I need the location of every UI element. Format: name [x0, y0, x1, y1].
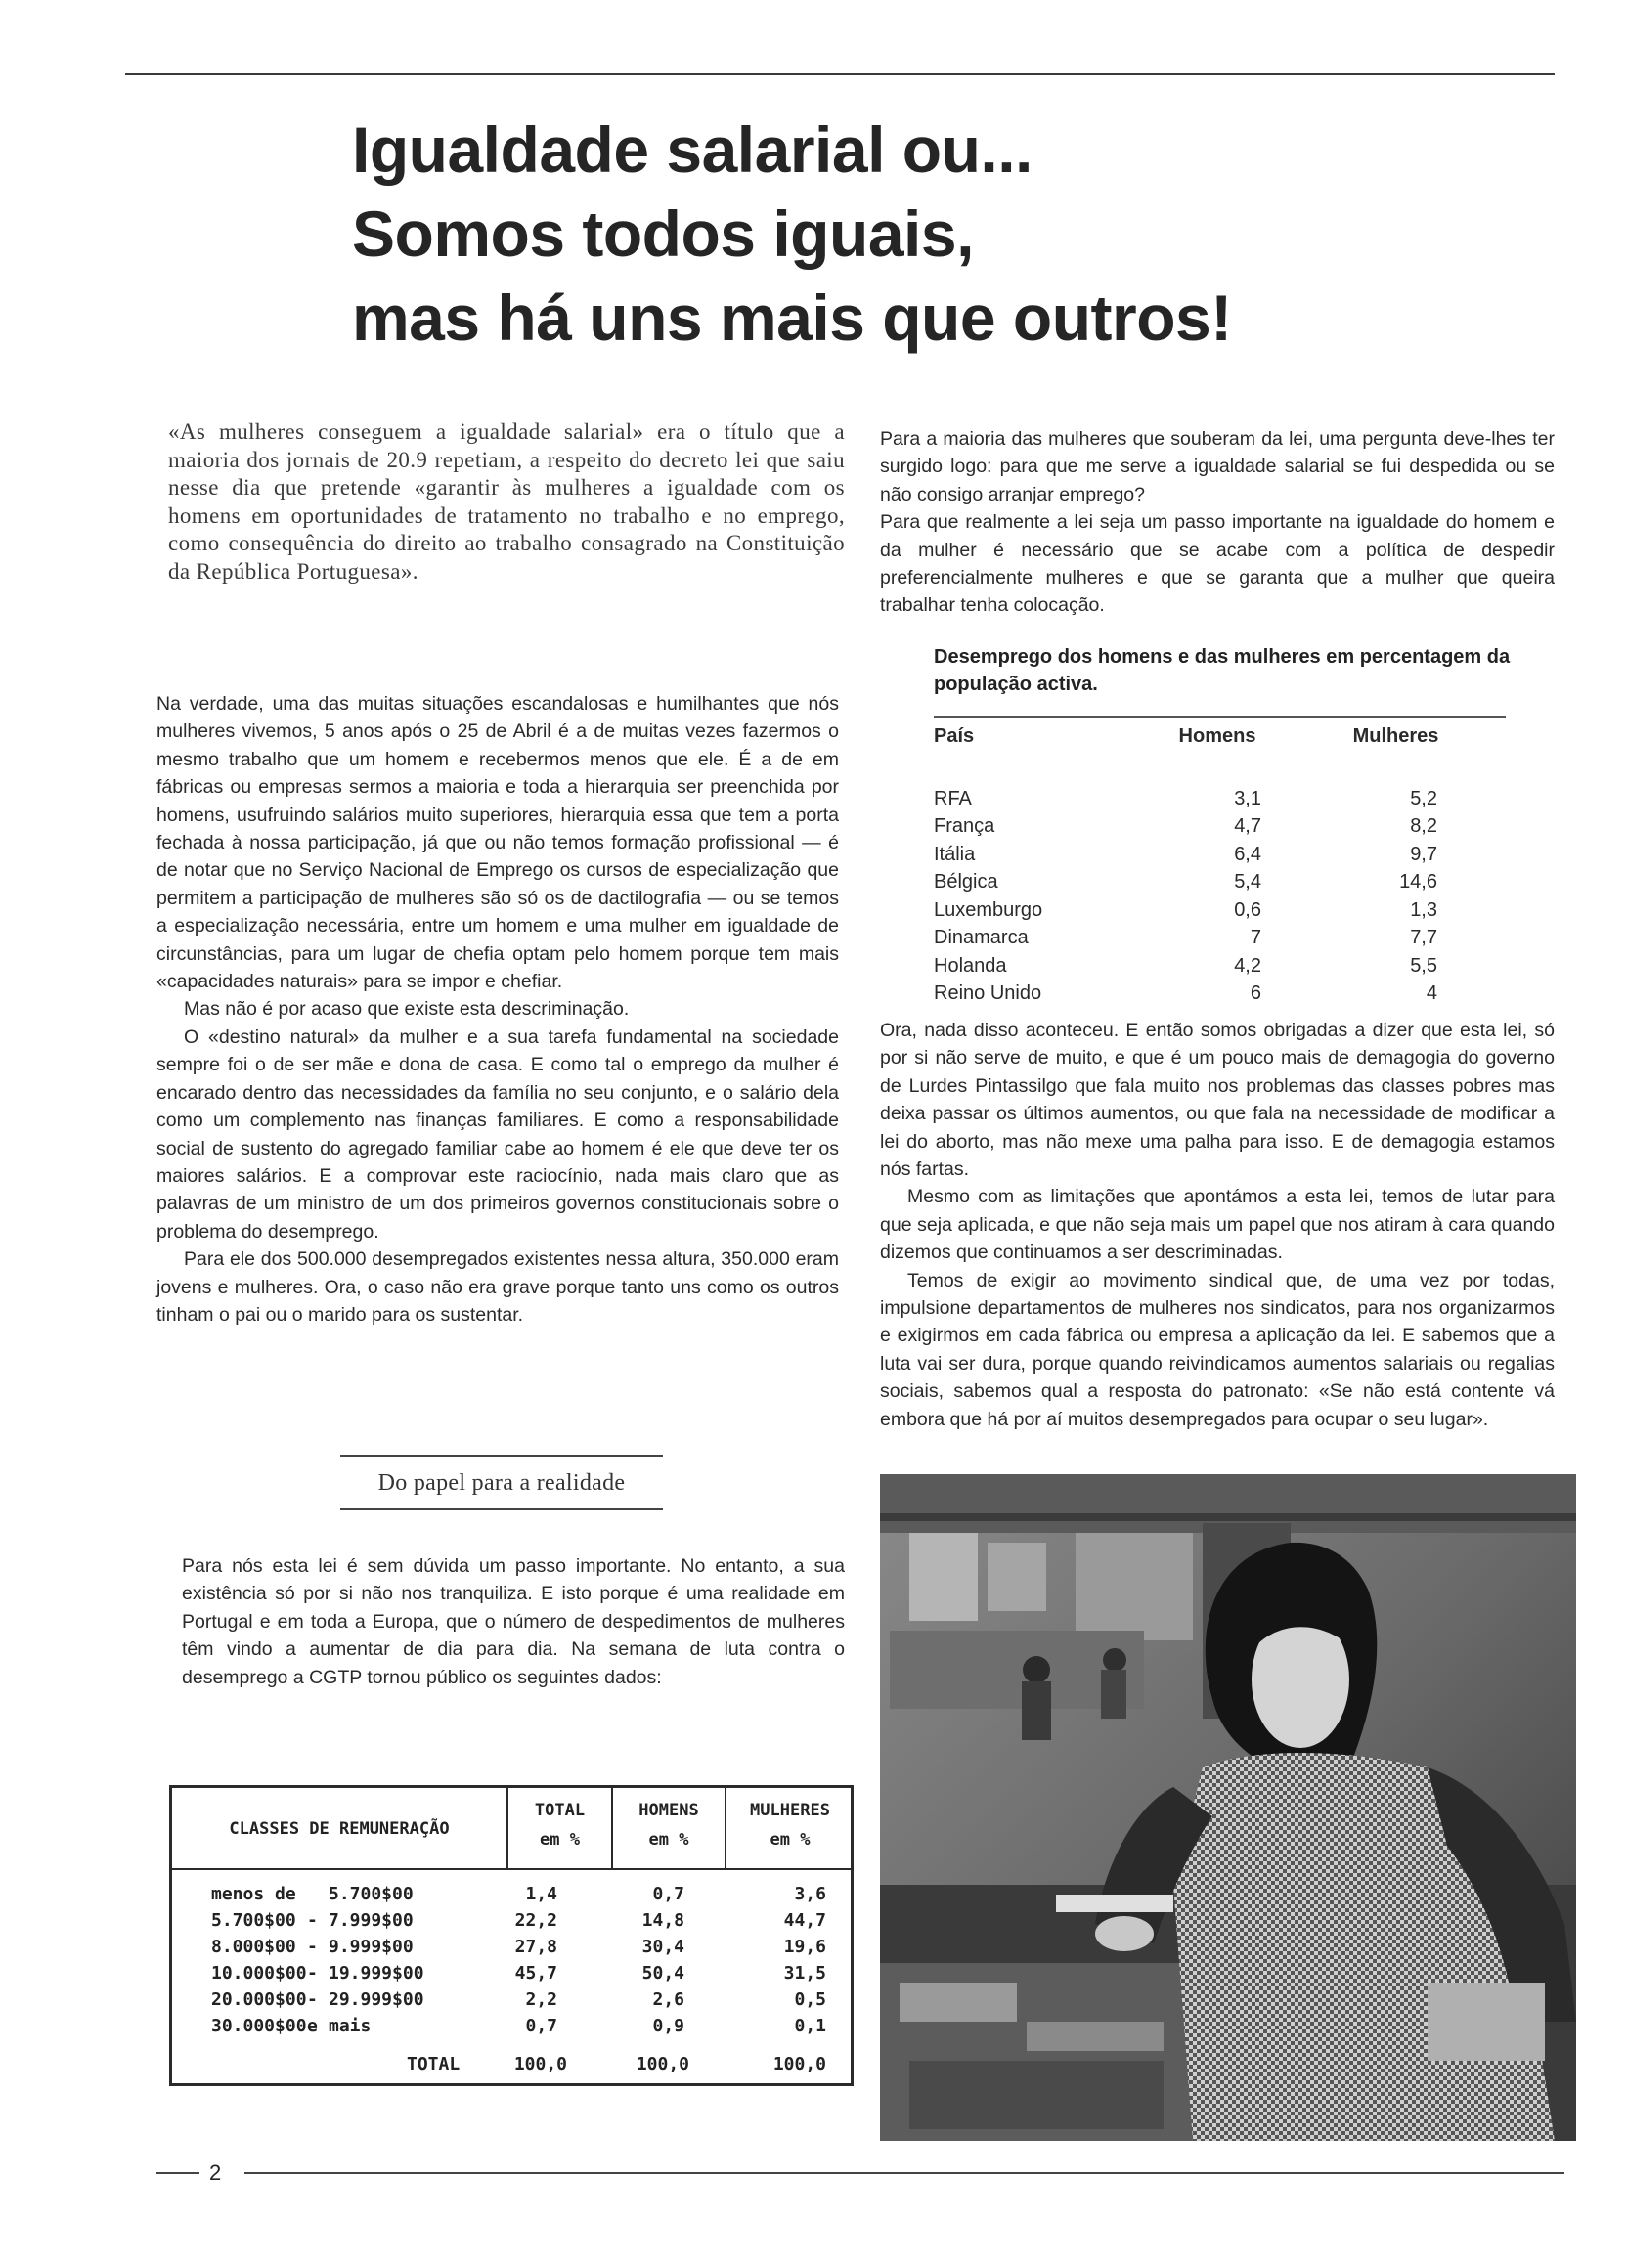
paragraph: Temos de exigir ao movimento sindical que, de uma vez por todas, impulsione departamentos de mulheres nos sindicatos, para nos organizarmos e exigirmos em cada fábrica ou empresa a aplicação da lei. E sabemos que a luta vai ser dura, porque quando reivindicamos aumentos salariais ou regalias sociais, sabemos qual a resposta do patronato: «Se não está contente vá embora que há por aí muitos desempregados para ocupar o seu lugar».	[880, 1269, 1555, 1430]
men-cell: 3,1	[1234, 787, 1261, 809]
women-value: 0,1	[794, 2016, 826, 2036]
country-cell: Bélgica	[934, 871, 998, 894]
header-total-unit: em %	[540, 1830, 580, 1850]
women-value: 0,5	[794, 1989, 826, 2010]
men-cell: 6,4	[1234, 843, 1261, 865]
subheading-bottom-rule	[340, 1508, 663, 1510]
table-header-row	[934, 725, 1506, 785]
men-value: 50,4	[641, 1963, 684, 1984]
country-cell: Luxemburgo	[934, 898, 1043, 921]
class-to: 5.700$00	[329, 1884, 414, 1904]
total-value: 2,2	[525, 1989, 557, 2010]
headline-line-2: Somos todos iguais,	[352, 197, 974, 270]
header-total-label: TOTAL	[534, 1801, 586, 1820]
table-row	[934, 785, 1506, 813]
table-row	[934, 925, 1506, 953]
country-cell: Holanda	[934, 954, 1007, 977]
men-cell: 0,6	[1234, 898, 1261, 921]
photo-illustration	[880, 1474, 1576, 2141]
table-row	[934, 869, 1506, 897]
men-cell: 4,7	[1234, 815, 1261, 838]
class-to: 19.999$00	[329, 1963, 424, 1984]
paragraph: Ora, nada disso aconteceu. E então somos obrigadas a dizer que esta lei, só por si não serve de muito, e que é um pouco mais de demagogia do governo de Lurdes Pintassilgo que fala muito nos problemas das classes pobres mas deixa passar os últimos aumentos, ou que fala na necessidade de modificar a lei do aborto, mas não mexe uma palha para isso. E de demagogia estamos nós fartas.	[880, 1020, 1555, 1181]
class-to: 7.999$00	[329, 1910, 414, 1931]
women-value: 31,5	[783, 1963, 826, 1984]
women-value: 19,6	[783, 1937, 826, 1957]
header-men-label: HOMENS	[638, 1801, 699, 1820]
women-cell: 8,2	[1410, 815, 1437, 838]
total-value: 1,4	[525, 1884, 557, 1904]
class-to: 9.999$00	[329, 1937, 414, 1957]
headline	[352, 108, 1428, 360]
women-value: 3,6	[794, 1884, 826, 1904]
factory-worker-photo	[880, 1474, 1576, 2141]
table-row	[172, 2016, 851, 2042]
table-row	[172, 1963, 851, 1989]
men-cell: 7	[1250, 927, 1261, 949]
country-cell: Reino Unido	[934, 982, 1042, 1005]
men-value: 30,4	[641, 1937, 684, 1957]
paragraph: Para que realmente a lei seja um passo importante na igualdade do homem e da mulher é necessário que se acabe com a política de despedir preferencialmente mulheres e que se garanta que a mulher que queira trabalhar tenha colocação.	[880, 511, 1555, 617]
men-cell: 4,2	[1234, 954, 1261, 977]
class-sep: -	[307, 1963, 318, 1984]
men-value: 100,0	[636, 2054, 689, 2074]
paragraph: Mas não é por acaso que existe esta descriminação.	[184, 998, 630, 1021]
class-sep: e	[307, 2016, 318, 2036]
men-value: 0,9	[652, 2016, 684, 2036]
country-cell: RFA	[934, 787, 972, 809]
women-value: 44,7	[783, 1910, 826, 1931]
header-women-unit: em %	[770, 1830, 811, 1850]
class-sep: -	[307, 1989, 318, 2010]
table-row	[934, 981, 1506, 1009]
women-cell: 4	[1426, 982, 1437, 1005]
women-cell: 1,3	[1410, 898, 1437, 921]
total-value: 0,7	[525, 2016, 557, 2036]
column-header-men: Homens	[1178, 725, 1256, 747]
table-row	[172, 1910, 851, 1937]
header-total	[508, 1796, 611, 1854]
table-row	[934, 952, 1506, 981]
country-cell: Itália	[934, 843, 976, 865]
header-classes: CLASSES DE REMUNERAÇÃO	[229, 1819, 450, 1839]
total-value: 100,0	[513, 2054, 567, 2074]
header-women-label: MULHERES	[750, 1801, 830, 1820]
left-column	[156, 690, 839, 1329]
table-row	[934, 841, 1506, 869]
paragraph: Mesmo com as limitações que apontámos a esta lei, temos de lutar para que seja aplicada, e que não seja mais um papel que nos atiram à cara quando dizemos que continuamos a ser descriminadas.	[880, 1186, 1555, 1264]
paragraph: Na verdade, uma das muitas situações escandalosas e humilhantes que nós mulheres vivemos, 5 anos após o 25 de Abril é a de muitas vezes fazermos o mesmo trabalho que um homem e recebermos menos que ele. É a de em fábricas ou empresas sermos a maioria e toda a hierarquia ser preenchida por homens, usufruindo salários muito superiores, hierarquia essa que tem a porta fechada à nossa participação, já que ou não temos formação profissional — é de notar que no Serviço Nacional de Emprego os cursos de especialização que permitem a participação de mulheres são só os de dactilografia — ou se temos a especialização necessária, entre um homem e uma mulher em igualdade de circunstâncias, para um lugar de chefia optam pelo homem porque tem mais «capacidades naturais» para se impor e chefiar.	[156, 693, 839, 993]
country-cell: Dinamarca	[934, 927, 1029, 949]
salary-classes-table	[169, 1785, 854, 2086]
women-cell: 5,2	[1410, 787, 1437, 809]
total-value: 27,8	[514, 1937, 557, 1957]
table-row	[172, 1937, 851, 1963]
top-rule	[125, 73, 1555, 75]
total-value: 45,7	[514, 1963, 557, 1984]
header-men-unit: em %	[648, 1830, 689, 1850]
page-number: 2	[209, 2160, 222, 2185]
headline-line-3: mas há uns mais que outros!	[352, 282, 1232, 354]
class-from: 30.000$00	[211, 2016, 307, 2036]
men-value: 2,6	[652, 1989, 684, 2010]
footer-rule-left	[156, 2172, 199, 2174]
class-from: 5.700$00	[211, 1910, 296, 1931]
right-top-text	[880, 425, 1555, 620]
women-value: 100,0	[772, 2054, 826, 2074]
class-sep: -	[307, 1937, 318, 1957]
total-label: TOTAL	[407, 2054, 461, 2074]
class-from: menos de	[211, 1884, 296, 1904]
table-row	[172, 1884, 851, 1910]
men-cell: 6	[1250, 982, 1261, 1005]
unemployment-table-rule	[934, 716, 1506, 718]
women-cell: 14,6	[1399, 871, 1437, 894]
men-cell: 5,4	[1234, 871, 1261, 894]
class-from: 8.000$00	[211, 1937, 296, 1957]
paragraph: Para a maioria das mulheres que souberam da lei, uma pergunta deve-lhes ter surgido logo: para que me serve a igualdade salarial se fui despedida ou se não consigo arranjar emprego?	[880, 428, 1555, 505]
total-value: 22,2	[514, 1910, 557, 1931]
subheading-text: Do papel para a realidade	[377, 1470, 626, 1496]
class-from: 20.000$00	[211, 1989, 307, 2010]
women-cell: 9,7	[1410, 843, 1437, 865]
section-subheading	[340, 1455, 663, 1510]
paragraph: Para ele dos 500.000 desempregados existentes nessa altura, 350.000 eram jovens e mulheres. Ora, o caso não era grave porque tanto uns como os outros tinham o pai ou o marido para os sustentar.	[156, 1248, 839, 1326]
table-row	[934, 813, 1506, 842]
left-lower-text	[182, 1552, 845, 1691]
table-row	[172, 1989, 851, 2016]
men-value: 14,8	[641, 1910, 684, 1931]
men-value: 0,7	[652, 1884, 684, 1904]
women-cell: 7,7	[1410, 927, 1437, 949]
column-header-country: País	[934, 725, 975, 747]
paragraph: O «destino natural» da mulher e a sua tarefa fundamental na sociedade sempre foi o de ser mãe e dona de casa. E como tal o emprego da mulher é encarado dentro das necessidades da família no seu conjunto, e o salário dela como um complemento nas finanças familiares. E como a responsabilidade social de sustento do agregado familiar cabe ao homem é ele que deve ter os maiores salários. E a comprovar este raciocínio, nada mais claro que as palavras de um ministro de um dos primeiros governos constitucionais sobre o problema do desemprego.	[156, 1025, 839, 1243]
country-cell: França	[934, 815, 995, 838]
paragraph: Para nós esta lei é sem dúvida um passo importante. No entanto, a sua existência só por si não nos tranquiliza. E isto porque é uma realidade em Portugal e em toda a Europa, que o número de despedimentos de mulheres têm vindo a aumentar de dia para dia. Na semana de luta contra o desemprego a CGTP tornou público os seguintes dados:	[182, 1555, 845, 1688]
footer-rule	[244, 2172, 1564, 2174]
table-row	[934, 896, 1506, 925]
header-women	[726, 1796, 854, 1854]
class-sep: -	[307, 1910, 318, 1931]
class-to: mais	[329, 2016, 372, 2036]
women-cell: 5,5	[1410, 954, 1437, 977]
intro-paragraph: «As mulheres conseguem a igualdade salarial» era o título que a maioria dos jornais de 20.9 repetiam, a respeito do decreto lei que saiu nesse dia que pretende «garantir às mulheres a igualdade com os homens em oportunidades de tratamento no trabalho e no emprego, como consequência do direito ao trabalho consagrado na Constituição da República Portuguesa».	[168, 419, 845, 584]
column-header-women: Mulheres	[1352, 725, 1439, 747]
unemployment-table-title: Desemprego dos homens e das mulheres em percentagem da população activa.	[934, 646, 1511, 695]
class-from: 10.000$00	[211, 1963, 307, 1984]
class-to: 29.999$00	[329, 1989, 424, 2010]
right-middle-text	[880, 1017, 1555, 1433]
table-total-row	[172, 2054, 851, 2080]
headline-line-1: Igualdade salarial ou...	[352, 113, 1033, 186]
unemployment-table	[934, 725, 1506, 1008]
header-men	[613, 1796, 725, 1854]
